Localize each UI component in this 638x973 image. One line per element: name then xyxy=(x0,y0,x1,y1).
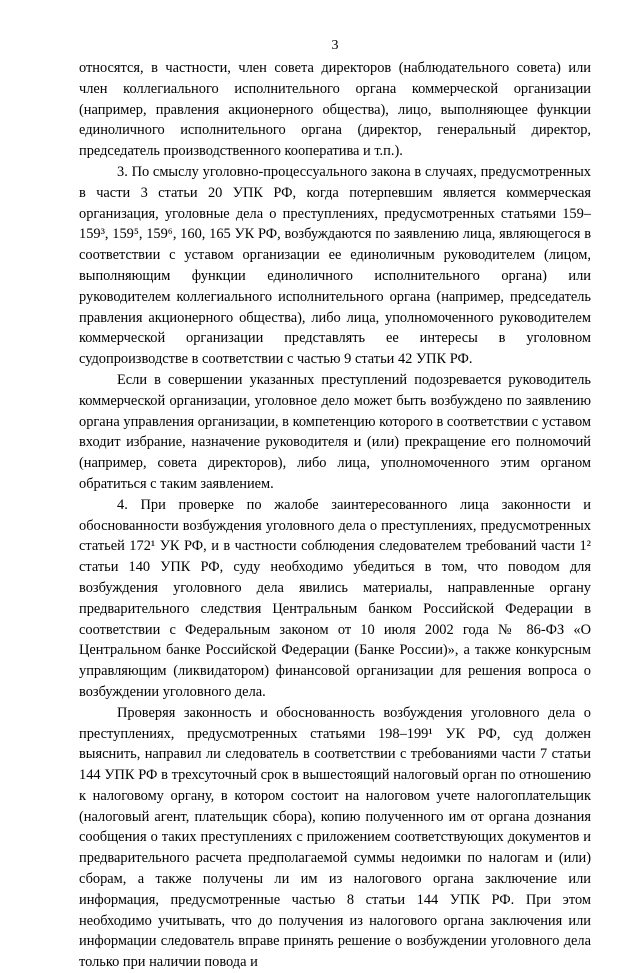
paragraph-5: Проверяя законность и обоснованность возбуждения уголовного дела о преступлениях, предусмотренных статьями 198–199¹ УК РФ, суд должен выяснить, направил ли следователь в соответствии с требованиями части 7 статьи 144 УПК РФ в трехсуточный срок в вышестоящий налоговый орган по отношению к налоговому органу, в котором состоит на налоговом учете налогоплательщик (налоговый агент, плательщик сбора), копию полученного им от органа дознания сообщения о таких преступлениях с приложением соответствующих документов и предварительного расчета предполагаемой суммы недоимки по налогам и (или) сборам, а также получены ли им из налогового органа заключение или информация, предусмотренные частью 8 статьи 144 УПК РФ. При этом необходимо учитывать, что до получения из налогового органа заключения или информации следователь вправе принять решение о возбуждении уголовного дела только при наличии повода и xyxy=(79,704,591,971)
document-page xyxy=(79,36,591,973)
paragraph-4: 4. При проверке по жалобе заинтересованного лица законности и обоснованности возбуждения уголовного дела о преступлениях, предусмотренных статьей 172¹ УК РФ, и в частности соблюдения следователем требований части 1² статьи 140 УПК РФ, суду необходимо убедиться в том, что поводом для возбуждения уголовного дела явились материалы, направленные органу предварительного следствия Центральным банком Российской Федерации в соответствии с Федеральным законом от 10 июля 2002 года № 86-ФЗ «О Центральном банке Российской Федерации (Банке России)», а также конкурсным управляющим (ликвидатором) финансовой организации для решения вопроса о возбуждении уголовного дела. xyxy=(79,496,591,700)
paragraph-1: относятся, в частности, член совета директоров (наблюдательного совета) или член коллегиального исполнительного органа коммерческой организации (например, правления акционерного общества), лицо, выполняющее функции единоличного исполнительного органа (директор, генеральный директор, председатель производственного кооператива и т.п.). xyxy=(79,60,591,160)
paragraph-2: 3. По смыслу уголовно-процессуального закона в случаях, предусмотренных в части 3 статьи 20 УПК РФ, когда потерпевшим является коммерческая организация, уголовные дела о преступлениях, предусмотренных статьями 159–159³, 159⁵, 159⁶, 160, 165 УК РФ, возбуждаются по заявлению лица, являющегося в соответствии с уставом организации ее единоличным руководителем (лицом, выполняющим функции единоличного исполнительного органа) или руководителем коллегиального исполнительного органа (например, председатель правления акционерного общества), либо лица, уполномоченного руководителем коммерческой организации представлять ее интересы в уголовном судопроизводстве в соответствии с частью 9 статьи 42 УПК РФ. xyxy=(79,163,591,368)
page-number: 3 xyxy=(331,38,339,53)
paragraph-3: Если в совершении указанных преступлений подозревается руководитель коммерческой организации, уголовное дело может быть возбуждено по заявлению органа управления организации, в компетенцию которого в соответствии с уставом входит избрание, назначение руководителя и (или) прекращение его полномочий (например, совета директоров), либо лица, уполномоченного этим органом обратиться с таким заявлением. xyxy=(79,371,591,492)
